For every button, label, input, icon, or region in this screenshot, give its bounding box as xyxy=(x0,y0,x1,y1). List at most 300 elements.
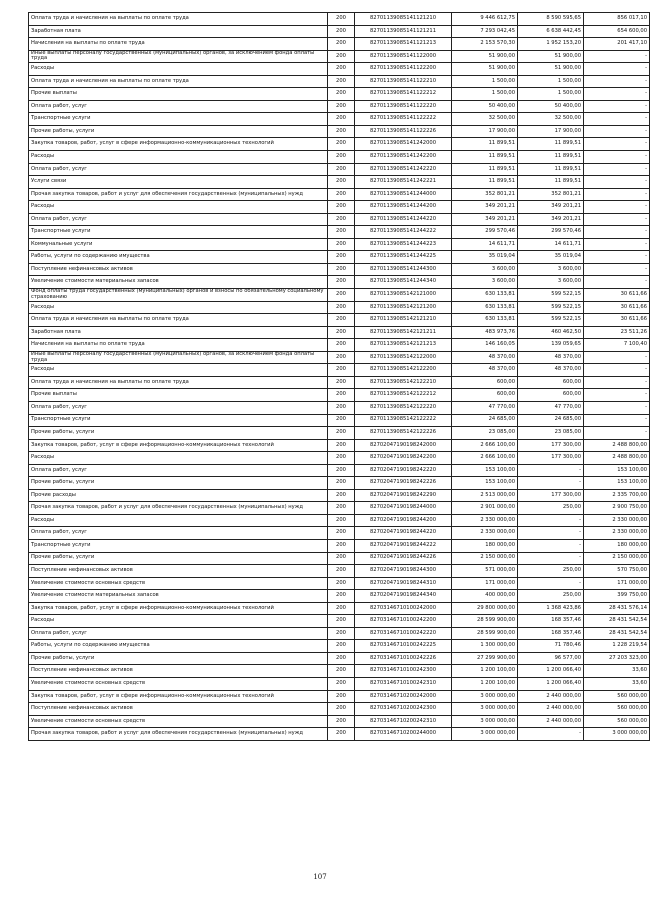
executed-amount-cell: - xyxy=(518,728,584,741)
executed-amount-cell: 600,00 xyxy=(518,376,584,389)
classification-code-cell: 82701139085141121211 xyxy=(355,25,452,38)
table-row xyxy=(29,452,650,465)
row-name-cell: Прочая закупка товаров, работ и услуг для обеспечения государственных (муниципальных) нужд xyxy=(29,502,328,515)
line-code-cell: 200 xyxy=(328,728,355,741)
table-row xyxy=(29,188,650,201)
line-code-cell: 200 xyxy=(328,138,355,151)
row-name-cell: Поступление нефинансовых активов xyxy=(29,665,328,678)
classification-code-cell: 82701139085141244000 xyxy=(355,188,452,201)
row-name-cell: Транспортные услуги xyxy=(29,414,328,427)
approved-amount-cell: 11 899,51 xyxy=(452,151,518,164)
table-row xyxy=(29,565,650,578)
approved-amount-cell: 28 599 900,00 xyxy=(452,627,518,640)
executed-amount-cell: - xyxy=(518,539,584,552)
executed-amount-cell: 600,00 xyxy=(518,389,584,402)
line-code-cell: 200 xyxy=(328,539,355,552)
row-name-cell: Оплата работ, услуг xyxy=(29,163,328,176)
executed-amount-cell: 168 357,46 xyxy=(518,615,584,628)
unexecuted-amount-cell: - xyxy=(584,351,650,364)
table-row xyxy=(29,226,650,239)
executed-amount-cell: 1 200 066,40 xyxy=(518,677,584,690)
executed-amount-cell: - xyxy=(518,514,584,527)
table-row xyxy=(29,238,650,251)
unexecuted-amount-cell: 171 000,00 xyxy=(584,577,650,590)
unexecuted-amount-cell: 2 488 800,00 xyxy=(584,439,650,452)
table-row xyxy=(29,577,650,590)
line-code-cell: 200 xyxy=(328,565,355,578)
unexecuted-amount-cell: 28 431 542,54 xyxy=(584,627,650,640)
table-row xyxy=(29,590,650,603)
executed-amount-cell: 48 370,00 xyxy=(518,351,584,364)
row-name-cell: Иные выплаты персоналу государственных (муниципальных) органов, за исключением фонда оплаты труда xyxy=(29,351,328,364)
row-name-cell: Расходы xyxy=(29,364,328,377)
table-row xyxy=(29,652,650,665)
unexecuted-amount-cell: 2 330 000,00 xyxy=(584,527,650,540)
line-code-cell: 200 xyxy=(328,38,355,51)
executed-amount-cell: 51 900,00 xyxy=(518,63,584,76)
unexecuted-amount-cell: - xyxy=(584,238,650,251)
approved-amount-cell: 48 370,00 xyxy=(452,364,518,377)
executed-amount-cell: 11 899,51 xyxy=(518,176,584,189)
unexecuted-amount-cell: 28 431 542,54 xyxy=(584,615,650,628)
line-code-cell: 200 xyxy=(328,100,355,113)
line-code-cell: 200 xyxy=(328,427,355,440)
row-name-cell: Коммунальные услуги xyxy=(29,238,328,251)
classification-code-cell: 82702047190198244300 xyxy=(355,565,452,578)
table-row xyxy=(29,63,650,76)
row-name-cell: Увеличение стоимости основных средств xyxy=(29,577,328,590)
table-row xyxy=(29,113,650,126)
table-row xyxy=(29,427,650,440)
unexecuted-amount-cell: 2 335 700,00 xyxy=(584,489,650,502)
unexecuted-amount-cell: 3 000 000,00 xyxy=(584,728,650,741)
executed-amount-cell: 599 522,15 xyxy=(518,301,584,314)
approved-amount-cell: 3 000 000,00 xyxy=(452,715,518,728)
approved-amount-cell: 180 000,00 xyxy=(452,539,518,552)
table-row xyxy=(29,502,650,515)
line-code-cell: 200 xyxy=(328,602,355,615)
line-code-cell: 200 xyxy=(328,226,355,239)
table-row xyxy=(29,276,650,289)
line-code-cell: 200 xyxy=(328,690,355,703)
table-row xyxy=(29,439,650,452)
unexecuted-amount-cell: 33,60 xyxy=(584,665,650,678)
classification-code-cell: 82701139085141242220 xyxy=(355,163,452,176)
classification-code-cell: 82702047190198242220 xyxy=(355,464,452,477)
executed-amount-cell: 1 368 423,86 xyxy=(518,602,584,615)
line-code-cell: 200 xyxy=(328,627,355,640)
unexecuted-amount-cell: - xyxy=(584,113,650,126)
classification-code-cell: 82701139085141244222 xyxy=(355,226,452,239)
row-name-cell: Закупка товаров, работ, услуг в сфере информационно-коммуникационных технологий xyxy=(29,138,328,151)
classification-code-cell: 82702047190198244200 xyxy=(355,514,452,527)
approved-amount-cell: 352 801,21 xyxy=(452,188,518,201)
approved-amount-cell: 630 133,81 xyxy=(452,289,518,302)
approved-amount-cell: 48 370,00 xyxy=(452,351,518,364)
row-name-cell: Закупка товаров, работ, услуг в сфере информационно-коммуникационных технологий xyxy=(29,439,328,452)
classification-code-cell: 82701139085141244220 xyxy=(355,213,452,226)
unexecuted-amount-cell: - xyxy=(584,88,650,101)
line-code-cell: 200 xyxy=(328,289,355,302)
executed-amount-cell: 50 400,00 xyxy=(518,100,584,113)
approved-amount-cell: 171 000,00 xyxy=(452,577,518,590)
table-row xyxy=(29,38,650,51)
unexecuted-amount-cell: 560 000,00 xyxy=(584,690,650,703)
table-row xyxy=(29,125,650,138)
classification-code-cell: 82701139085142122220 xyxy=(355,401,452,414)
executed-amount-cell: - xyxy=(518,552,584,565)
approved-amount-cell: 14 611,71 xyxy=(452,238,518,251)
unexecuted-amount-cell: - xyxy=(584,201,650,214)
line-code-cell: 200 xyxy=(328,88,355,101)
line-code-cell: 200 xyxy=(328,63,355,76)
row-name-cell: Расходы xyxy=(29,615,328,628)
unexecuted-amount-cell: - xyxy=(584,100,650,113)
classification-code-cell: 82701139085142121213 xyxy=(355,339,452,352)
classification-code-cell: 82701139085142122000 xyxy=(355,351,452,364)
row-name-cell: Транспортные услуги xyxy=(29,113,328,126)
line-code-cell: 200 xyxy=(328,25,355,38)
row-name-cell: Прочие работы, услуги xyxy=(29,477,328,490)
table-row xyxy=(29,376,650,389)
line-code-cell: 200 xyxy=(328,489,355,502)
approved-amount-cell: 32 500,00 xyxy=(452,113,518,126)
row-name-cell: Оплата труда и начисления на выплаты по оплате труда xyxy=(29,75,328,88)
line-code-cell: 200 xyxy=(328,715,355,728)
page-number: 107 xyxy=(313,873,327,881)
unexecuted-amount-cell: 180 000,00 xyxy=(584,539,650,552)
approved-amount-cell: 600,00 xyxy=(452,376,518,389)
line-code-cell: 200 xyxy=(328,552,355,565)
table-row xyxy=(29,728,650,741)
line-code-cell: 200 xyxy=(328,464,355,477)
executed-amount-cell: 17 900,00 xyxy=(518,125,584,138)
line-code-cell: 200 xyxy=(328,163,355,176)
row-name-cell: Прочие работы, услуги xyxy=(29,652,328,665)
table-row xyxy=(29,539,650,552)
executed-amount-cell: 1 500,00 xyxy=(518,75,584,88)
executed-amount-cell: 177 300,00 xyxy=(518,452,584,465)
table-row xyxy=(29,88,650,101)
executed-amount-cell: 96 577,00 xyxy=(518,652,584,665)
classification-code-cell: 82702047190198244220 xyxy=(355,527,452,540)
unexecuted-amount-cell: - xyxy=(584,151,650,164)
executed-amount-cell: 3 600,00 xyxy=(518,263,584,276)
approved-amount-cell: 27 299 900,00 xyxy=(452,652,518,665)
line-code-cell: 200 xyxy=(328,188,355,201)
unexecuted-amount-cell: - xyxy=(584,188,650,201)
row-name-cell: Прочие работы, услуги xyxy=(29,427,328,440)
classification-code-cell: 82702047190198244000 xyxy=(355,502,452,515)
row-name-cell: Увеличение стоимости материальных запасов xyxy=(29,276,328,289)
classification-code-cell: 82701139085141122210 xyxy=(355,75,452,88)
executed-amount-cell: 139 059,65 xyxy=(518,339,584,352)
line-code-cell: 200 xyxy=(328,364,355,377)
unexecuted-amount-cell: - xyxy=(584,414,650,427)
approved-amount-cell: 400 000,00 xyxy=(452,590,518,603)
classification-code-cell: 82703146710100242225 xyxy=(355,640,452,653)
classification-code-cell: 82703146710100242226 xyxy=(355,652,452,665)
unexecuted-amount-cell: - xyxy=(584,364,650,377)
table-row xyxy=(29,301,650,314)
approved-amount-cell: 29 800 000,00 xyxy=(452,602,518,615)
line-code-cell: 200 xyxy=(328,502,355,515)
approved-amount-cell: 483 973,76 xyxy=(452,326,518,339)
line-code-cell: 200 xyxy=(328,125,355,138)
executed-amount-cell: 349 201,21 xyxy=(518,213,584,226)
table-row xyxy=(29,326,650,339)
row-name-cell: Начисления на выплаты по оплате труда xyxy=(29,339,328,352)
approved-amount-cell: 2 330 000,00 xyxy=(452,527,518,540)
classification-code-cell: 82703146710100242200 xyxy=(355,615,452,628)
table-row xyxy=(29,615,650,628)
executed-amount-cell: 23 085,00 xyxy=(518,427,584,440)
table-row xyxy=(29,514,650,527)
approved-amount-cell: 11 899,51 xyxy=(452,138,518,151)
table-row xyxy=(29,602,650,615)
row-name-cell: Услуги связи xyxy=(29,176,328,189)
approved-amount-cell: 630 133,81 xyxy=(452,314,518,327)
line-code-cell: 200 xyxy=(328,339,355,352)
approved-amount-cell: 349 201,21 xyxy=(452,201,518,214)
executed-amount-cell: 1 500,00 xyxy=(518,88,584,101)
approved-amount-cell: 571 000,00 xyxy=(452,565,518,578)
classification-code-cell: 82702047190198244340 xyxy=(355,590,452,603)
row-name-cell: Заработная плата xyxy=(29,25,328,38)
approved-amount-cell: 3 600,00 xyxy=(452,276,518,289)
executed-amount-cell: - xyxy=(518,577,584,590)
classification-code-cell: 82701139085141122226 xyxy=(355,125,452,138)
unexecuted-amount-cell: 23 511,26 xyxy=(584,326,650,339)
row-name-cell: Расходы xyxy=(29,514,328,527)
line-code-cell: 200 xyxy=(328,326,355,339)
table-row xyxy=(29,351,650,364)
unexecuted-amount-cell: - xyxy=(584,63,650,76)
table-row xyxy=(29,389,650,402)
executed-amount-cell: 35 019,04 xyxy=(518,251,584,264)
table-row xyxy=(29,477,650,490)
row-name-cell: Расходы xyxy=(29,452,328,465)
unexecuted-amount-cell: 654 600,00 xyxy=(584,25,650,38)
row-name-cell: Транспортные услуги xyxy=(29,539,328,552)
row-name-cell: Расходы xyxy=(29,63,328,76)
classification-code-cell: 82702047190198244222 xyxy=(355,539,452,552)
table-row xyxy=(29,213,650,226)
row-name-cell: Оплата работ, услуг xyxy=(29,527,328,540)
classification-code-cell: 82701139085141121213 xyxy=(355,38,452,51)
classification-code-cell: 82702047190198242226 xyxy=(355,477,452,490)
approved-amount-cell: 146 160,05 xyxy=(452,339,518,352)
row-name-cell: Оплата труда и начисления на выплаты по оплате труда xyxy=(29,314,328,327)
classification-code-cell: 82701139085141244223 xyxy=(355,238,452,251)
approved-amount-cell: 2 666 100,00 xyxy=(452,452,518,465)
row-name-cell: Начисления на выплаты по оплате труда xyxy=(29,38,328,51)
classification-code-cell: 82702047190198242200 xyxy=(355,452,452,465)
table-row xyxy=(29,263,650,276)
row-name-cell: Транспортные услуги xyxy=(29,226,328,239)
approved-amount-cell: 35 019,04 xyxy=(452,251,518,264)
row-name-cell: Расходы xyxy=(29,201,328,214)
approved-amount-cell: 11 899,51 xyxy=(452,163,518,176)
executed-amount-cell: 8 590 595,65 xyxy=(518,13,584,26)
line-code-cell: 200 xyxy=(328,376,355,389)
unexecuted-amount-cell: 30 611,66 xyxy=(584,314,650,327)
row-name-cell: Прочие работы, услуги xyxy=(29,552,328,565)
table-row xyxy=(29,138,650,151)
executed-amount-cell: 299 570,46 xyxy=(518,226,584,239)
row-name-cell: Поступление нефинансовых активов xyxy=(29,263,328,276)
classification-code-cell: 82703146710200242000 xyxy=(355,690,452,703)
table-row xyxy=(29,25,650,38)
executed-amount-cell: 51 900,00 xyxy=(518,50,584,63)
row-name-cell: Оплата работ, услуг xyxy=(29,464,328,477)
unexecuted-amount-cell: - xyxy=(584,50,650,63)
executed-amount-cell: 11 899,51 xyxy=(518,151,584,164)
executed-amount-cell: 177 300,00 xyxy=(518,489,584,502)
classification-code-cell: 82703146710100242310 xyxy=(355,677,452,690)
approved-amount-cell: 3 000 000,00 xyxy=(452,703,518,716)
classification-code-cell: 82701139085142121200 xyxy=(355,301,452,314)
line-code-cell: 200 xyxy=(328,665,355,678)
classification-code-cell: 82701139085141122200 xyxy=(355,63,452,76)
unexecuted-amount-cell: 201 417,10 xyxy=(584,38,650,51)
row-name-cell: Оплата работ, услуг xyxy=(29,100,328,113)
classification-code-cell: 82701139085142122212 xyxy=(355,389,452,402)
approved-amount-cell: 28 599 900,00 xyxy=(452,615,518,628)
approved-amount-cell: 2 513 000,00 xyxy=(452,489,518,502)
line-code-cell: 200 xyxy=(328,452,355,465)
classification-code-cell: 82702047190198242290 xyxy=(355,489,452,502)
row-name-cell: Прочая закупка товаров, работ и услуг для обеспечения государственных (муниципальных) нужд xyxy=(29,728,328,741)
executed-amount-cell: 2 440 000,00 xyxy=(518,690,584,703)
line-code-cell: 200 xyxy=(328,301,355,314)
unexecuted-amount-cell: - xyxy=(584,389,650,402)
approved-amount-cell: 600,00 xyxy=(452,389,518,402)
unexecuted-amount-cell: - xyxy=(584,276,650,289)
row-name-cell: Прочая закупка товаров, работ и услуг для обеспечения государственных (муниципальных) нужд xyxy=(29,188,328,201)
table-row xyxy=(29,289,650,302)
executed-amount-cell: 48 370,00 xyxy=(518,364,584,377)
table-row xyxy=(29,690,650,703)
row-name-cell: Работы, услуги по содержанию имущества xyxy=(29,640,328,653)
classification-code-cell: 82703146710100242300 xyxy=(355,665,452,678)
row-name-cell: Иные выплаты персоналу государственных (муниципальных) органов, за исключением фонда оплаты труда xyxy=(29,50,328,63)
approved-amount-cell: 3 000 000,00 xyxy=(452,690,518,703)
unexecuted-amount-cell: 153 100,00 xyxy=(584,464,650,477)
line-code-cell: 200 xyxy=(328,401,355,414)
row-name-cell: Поступление нефинансовых активов xyxy=(29,565,328,578)
classification-code-cell: 82701139085142121000 xyxy=(355,289,452,302)
line-code-cell: 200 xyxy=(328,201,355,214)
line-code-cell: 200 xyxy=(328,251,355,264)
line-code-cell: 200 xyxy=(328,527,355,540)
approved-amount-cell: 1 500,00 xyxy=(452,88,518,101)
line-code-cell: 200 xyxy=(328,213,355,226)
unexecuted-amount-cell: - xyxy=(584,427,650,440)
line-code-cell: 200 xyxy=(328,13,355,26)
unexecuted-amount-cell: 2 900 750,00 xyxy=(584,502,650,515)
classification-code-cell: 82701139085142121211 xyxy=(355,326,452,339)
unexecuted-amount-cell: - xyxy=(584,75,650,88)
approved-amount-cell: 47 770,00 xyxy=(452,401,518,414)
approved-amount-cell: 153 100,00 xyxy=(452,464,518,477)
row-name-cell: Прочие выплаты xyxy=(29,389,328,402)
table-row xyxy=(29,627,650,640)
executed-amount-cell: 47 770,00 xyxy=(518,401,584,414)
table-row xyxy=(29,100,650,113)
executed-amount-cell: 168 357,46 xyxy=(518,627,584,640)
line-code-cell: 200 xyxy=(328,590,355,603)
executed-amount-cell: - xyxy=(518,464,584,477)
approved-amount-cell: 50 400,00 xyxy=(452,100,518,113)
row-name-cell: Оплата работ, услуг xyxy=(29,213,328,226)
classification-code-cell: 82701139085141121210 xyxy=(355,13,452,26)
approved-amount-cell: 23 085,00 xyxy=(452,427,518,440)
table-row xyxy=(29,163,650,176)
unexecuted-amount-cell: 30 611,66 xyxy=(584,301,650,314)
executed-amount-cell: 460 462,50 xyxy=(518,326,584,339)
table-row xyxy=(29,703,650,716)
classification-code-cell: 82701139085142122210 xyxy=(355,376,452,389)
classification-code-cell: 82701139085142122226 xyxy=(355,427,452,440)
classification-code-cell: 82703146710200242310 xyxy=(355,715,452,728)
classification-code-cell: 82701139085141122000 xyxy=(355,50,452,63)
executed-amount-cell: 349 201,21 xyxy=(518,201,584,214)
executed-amount-cell: 250,00 xyxy=(518,502,584,515)
classification-code-cell: 82703146710200244000 xyxy=(355,728,452,741)
line-code-cell: 200 xyxy=(328,50,355,63)
line-code-cell: 200 xyxy=(328,75,355,88)
line-code-cell: 200 xyxy=(328,414,355,427)
executed-amount-cell: 250,00 xyxy=(518,565,584,578)
table-row xyxy=(29,151,650,164)
classification-code-cell: 82701139085141122220 xyxy=(355,100,452,113)
row-name-cell: Закупка товаров, работ, услуг в сфере информационно-коммуникационных технологий xyxy=(29,690,328,703)
approved-amount-cell: 153 100,00 xyxy=(452,477,518,490)
classification-code-cell: 82701139085141242200 xyxy=(355,151,452,164)
classification-code-cell: 82701139085141122222 xyxy=(355,113,452,126)
table-row xyxy=(29,715,650,728)
executed-amount-cell: 1 200 066,40 xyxy=(518,665,584,678)
line-code-cell: 200 xyxy=(328,113,355,126)
executed-amount-cell: 3 600,00 xyxy=(518,276,584,289)
classification-code-cell: 82701139085141242221 xyxy=(355,176,452,189)
executed-amount-cell: 2 440 000,00 xyxy=(518,703,584,716)
executed-amount-cell: 6 638 442,45 xyxy=(518,25,584,38)
row-name-cell: Увеличение стоимости материальных запасов xyxy=(29,590,328,603)
classification-code-cell: 82702047190198244310 xyxy=(355,577,452,590)
approved-amount-cell: 7 293 042,45 xyxy=(452,25,518,38)
approved-amount-cell: 2 901 000,00 xyxy=(452,502,518,515)
unexecuted-amount-cell: 153 100,00 xyxy=(584,477,650,490)
line-code-cell: 200 xyxy=(328,314,355,327)
row-name-cell: Оплата труда и начисления на выплаты по оплате труда xyxy=(29,13,328,26)
line-code-cell: 200 xyxy=(328,677,355,690)
line-code-cell: 200 xyxy=(328,652,355,665)
table-row xyxy=(29,464,650,477)
approved-amount-cell: 299 570,46 xyxy=(452,226,518,239)
table-row xyxy=(29,13,650,26)
executed-amount-cell: 32 500,00 xyxy=(518,113,584,126)
executed-amount-cell: 24 685,00 xyxy=(518,414,584,427)
row-name-cell: Прочие выплаты xyxy=(29,88,328,101)
row-name-cell: Оплата труда и начисления на выплаты по оплате труда xyxy=(29,376,328,389)
approved-amount-cell: 2 666 100,00 xyxy=(452,439,518,452)
classification-code-cell: 82701139085141122212 xyxy=(355,88,452,101)
table-row xyxy=(29,527,650,540)
unexecuted-amount-cell: 2 488 800,00 xyxy=(584,452,650,465)
classification-code-cell: 82701139085142122200 xyxy=(355,364,452,377)
